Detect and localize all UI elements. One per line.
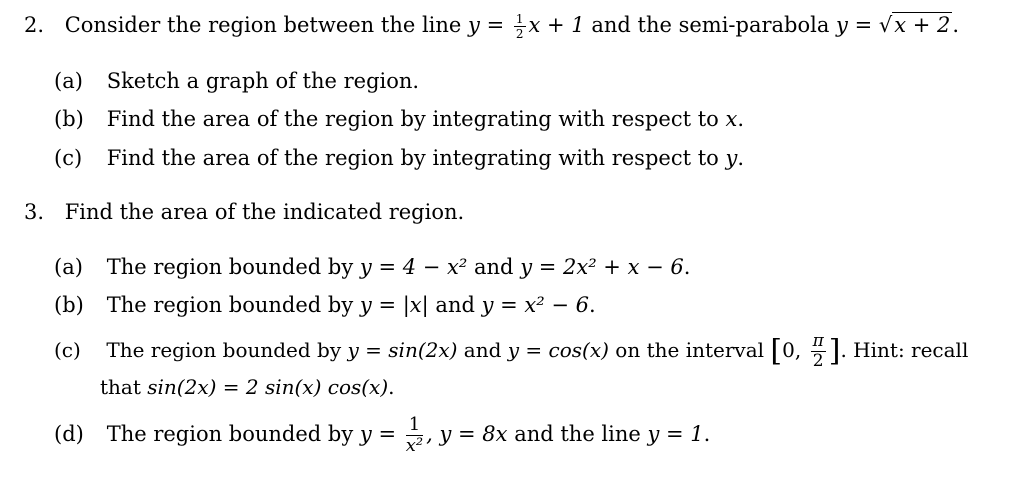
q3-part-c-m2: y = cos(x) [507, 338, 609, 362]
q3-part-d-m1: y = [359, 422, 397, 446]
q2-end: . [952, 13, 960, 37]
q3-part-c-t3: on the interval [615, 338, 765, 362]
q2-part-c [54, 145, 744, 171]
q3-part-d-t1: The region bounded by [106, 422, 354, 446]
q3-part-d-den: x² [405, 435, 424, 456]
q2-line-eq-lhs: y = [468, 13, 505, 37]
q2-part-b-end: . [737, 107, 745, 131]
q3-part-a-label: (a) [54, 255, 83, 279]
q3-part-c-label: (c) [54, 338, 81, 362]
q3-part-a-end: . [683, 255, 691, 279]
q3-part-c-m1: y = sin(2x) [347, 338, 458, 362]
q3-part-c-pi: π [812, 331, 824, 351]
q3-part-c-line2 [100, 374, 395, 400]
q2-parabola-lhs: y = [836, 13, 873, 37]
q3-stem: Find the area of the indicated region. [64, 200, 465, 224]
q2-part-a-text: Sketch a graph of the region. [106, 69, 420, 93]
q3-part-c-zero: 0, [782, 338, 802, 362]
q3-part-d-one: 1 [406, 416, 423, 436]
q3-part-d-m3: y = 1 [647, 422, 704, 446]
q2-sqrt-radicand: x + 2 [894, 13, 951, 37]
q2-part-c-var: y [725, 146, 738, 170]
q2-half-fraction [514, 13, 526, 40]
q3-part-a-m1: y = 4 − x² [359, 255, 468, 279]
q2-part-b-text: Find the area of the region by integrating with respect to [106, 107, 719, 131]
q3-part-b-t2: and [435, 293, 475, 317]
q3-part-c-open-bracket: [ [770, 333, 783, 369]
q3-part-c-two: 2 [812, 351, 824, 371]
q2-part-b [54, 106, 744, 132]
q2-half-den: 2 [515, 27, 524, 41]
q3-part-c-t4: . Hint: recall [840, 338, 969, 362]
q2-line-eq-rest: x + 1 [528, 13, 585, 37]
q2-part-c-text: Find the area of the region by integrating with respect to [106, 146, 719, 170]
q2-part-b-label: (b) [54, 107, 84, 131]
q2-part-a [54, 68, 419, 94]
q3-line [24, 199, 464, 225]
q2-number: 2. [24, 13, 45, 37]
q3-part-c-pi-fraction [811, 333, 826, 370]
q3-part-c-t1: The region bounded by [106, 338, 342, 362]
q3-part-a-t1: The region bounded by [106, 255, 354, 279]
q3-part-b-label: (b) [54, 293, 84, 317]
q2-stem: Consider the region between the line [64, 13, 462, 37]
q3-part-a [54, 254, 690, 280]
q3-part-c-line2-text: that [100, 375, 141, 399]
q3-part-d-end: . [703, 422, 711, 446]
q3-part-b-t1: The region bounded by [106, 293, 354, 317]
q3-part-d-t2: and the line [514, 422, 641, 446]
q3-part-a-t2: and [474, 255, 514, 279]
q3-part-a-m2: y = 2x² + x − 6 [520, 255, 684, 279]
q2-part-c-end: . [737, 146, 745, 170]
q2-and: and the semi-parabola [591, 13, 830, 37]
q3-part-d-fraction [406, 416, 423, 455]
q3-part-d-label: (d) [54, 422, 84, 446]
q3-part-b-m1: y = |x| [359, 293, 429, 317]
q3-number: 3. [24, 200, 45, 224]
q2-half-num: 1 [515, 12, 524, 26]
q3-part-b-end: . [589, 293, 596, 317]
q3-part-c-line2-end: . [388, 375, 395, 399]
q3-part-c-t2: and [463, 338, 502, 362]
q3-part-c-line2-math: sin(2x) = 2 sin(x) cos(x) [147, 375, 389, 399]
q3-part-b-m2: y = x² − 6 [481, 293, 589, 317]
q3-part-d [54, 412, 710, 456]
q2-part-a-label: (a) [54, 69, 83, 93]
q2-line [24, 12, 959, 40]
q2-part-c-label: (c) [54, 146, 83, 170]
q3-part-c-close-bracket: ] [828, 333, 841, 369]
q2-sqrt: √x + 2 [878, 13, 951, 37]
q3-part-b [54, 292, 596, 318]
q3-part-d-m2: , y = 8x [426, 422, 508, 446]
q3-part-c [54, 330, 968, 372]
q2-part-b-var: x [725, 107, 738, 131]
